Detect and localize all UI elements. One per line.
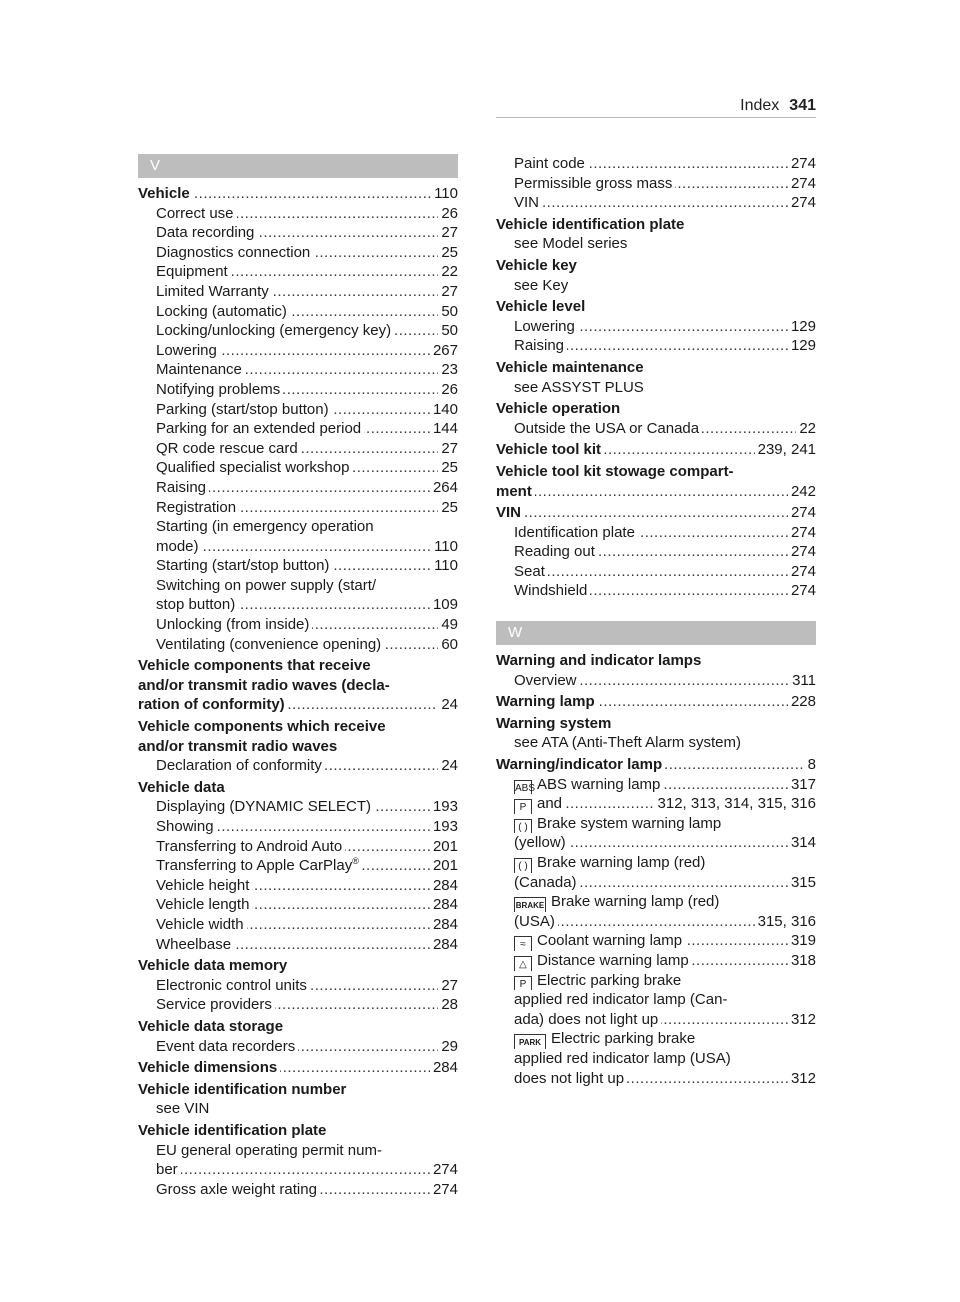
index-subentry [156, 282, 458, 302]
page-ref: 274 [788, 562, 816, 582]
index-subentry [156, 635, 458, 655]
entry-label: Vehicle identification plate [496, 215, 685, 233]
entry-label: Coolant warning lamp [537, 932, 683, 950]
page-ref: 50 [438, 302, 458, 322]
entry-label: Seat [514, 562, 545, 580]
registered-mark: ® [352, 856, 359, 867]
index-subentry [514, 990, 816, 1010]
index-entry [496, 297, 816, 317]
page-ref: 27 [438, 976, 458, 996]
page-ref: 109 [430, 595, 458, 615]
entry-label: see VIN [156, 1100, 210, 1118]
page-ref: 26 [438, 204, 458, 224]
entry-label: Warning lamp [496, 693, 595, 711]
entry-label: Brake warning lamp (red) [537, 854, 706, 871]
index-subentry [156, 837, 458, 857]
index-subentry [156, 1141, 458, 1161]
entry-label: does not light up [514, 1069, 625, 1087]
index-subentry [156, 1099, 458, 1119]
entry-label: ada) does not light up [514, 1010, 659, 1028]
page-ref: 274 [430, 1180, 458, 1200]
index-entry [496, 215, 816, 235]
entry-label: see Key [514, 276, 569, 294]
index-subentry [514, 733, 816, 753]
index-entry [496, 692, 816, 712]
index-subentry [156, 615, 458, 635]
entry-label: Starting (start/stop button) [156, 557, 330, 575]
entry-label: Notifying problems [156, 380, 281, 398]
index-subentry [514, 951, 816, 971]
page-ref: 312 [788, 1010, 816, 1030]
letter-band-v: V [138, 154, 458, 178]
index-entry [138, 676, 458, 696]
index-entry [496, 755, 816, 775]
index-entry [138, 1080, 458, 1100]
page-ref: 311 [789, 671, 816, 691]
index-subentry [514, 1069, 816, 1089]
entry-label: Vehicle dimensions [138, 1059, 278, 1077]
page-ref: 274 [788, 542, 816, 562]
entry-label: Locking/unlocking (emergency key) [156, 322, 392, 340]
entry-label: Overview [514, 671, 577, 689]
index-subentry [156, 360, 458, 380]
entry-label: ration of conformity) [138, 696, 285, 714]
entry-label: Vehicle tool kit [496, 441, 602, 459]
index-subentry [514, 853, 816, 873]
entry-label: Vehicle key [496, 256, 577, 274]
entry-label: ber [156, 1161, 178, 1179]
page-ref: 28 [438, 995, 458, 1015]
index-subentry [156, 302, 458, 322]
index-subentry [514, 154, 816, 174]
index-subentry [514, 193, 816, 213]
index-subentry [156, 223, 458, 243]
entry-label: Permissible gross mass [514, 174, 673, 192]
entry-label: EU general operating permit num- [156, 1141, 382, 1159]
page-ref: 284 [430, 1058, 458, 1078]
entry-label: Distance warning lamp [537, 951, 689, 969]
index-entry [138, 1121, 458, 1141]
page-ref: 50 [438, 321, 458, 341]
entry-label: and/or transmit radio waves [138, 737, 338, 755]
index-subentry [514, 542, 816, 562]
index-subentry [156, 439, 458, 459]
index-subentry [156, 321, 458, 341]
index-subentry [156, 915, 458, 935]
entry-label: Gross axle weight rating [156, 1180, 317, 1198]
page-ref: 193 [430, 817, 458, 837]
page-ref: 242 [788, 482, 816, 502]
index-column-right [496, 154, 816, 1088]
page-ref: 284 [430, 915, 458, 935]
entry-label: Vehicle components that receive [138, 657, 371, 675]
entry-label: Starting (in emergency operation [156, 518, 374, 536]
entry-label: Raising [514, 337, 565, 355]
entry-label: Vehicle length [156, 896, 250, 914]
index-subentry [156, 419, 458, 439]
entry-label: (Canada) [514, 873, 577, 891]
page-ref: 25 [438, 243, 458, 263]
warning-lamp-icon: ( ) [514, 819, 532, 834]
index-subentry [156, 595, 458, 615]
page-ref: 110 [431, 184, 458, 204]
index-entry [496, 482, 816, 502]
warning-lamp-icon: PARK [514, 1034, 546, 1049]
index-subentry [156, 204, 458, 224]
entry-label: Transferring to Android Auto [156, 837, 343, 855]
entry-label: Warning and indicator lamps [496, 652, 702, 670]
page-ref: 312 [788, 1069, 816, 1089]
index-subentry [514, 833, 816, 853]
entry-label: stop button) [156, 596, 236, 614]
entry-label: Registration [156, 498, 237, 516]
warning-lamp-icon: ( ) [514, 858, 532, 873]
entry-label: Parking for an extended period [156, 420, 362, 438]
page-ref: 24 [438, 695, 458, 715]
entry-label: and/or transmit radio waves (decla- [138, 676, 390, 694]
page-ref: 315 [788, 873, 816, 893]
index-subentry [514, 912, 816, 932]
page-ref: 193 [430, 797, 458, 817]
index-subentry [156, 1037, 458, 1057]
page-ref: 25 [438, 498, 458, 518]
index-subentry [156, 517, 458, 537]
entry-label: Vehicle components which receive [138, 718, 386, 736]
page-ref: 284 [430, 895, 458, 915]
warning-lamp-icon: BRAKE [514, 897, 546, 912]
index-entry [138, 1017, 458, 1037]
entry-label: Unlocking (from inside) [156, 616, 310, 634]
entry-label: Vehicle identification number [138, 1080, 347, 1098]
entry-label: Showing [156, 818, 214, 835]
index-entry [496, 503, 816, 523]
entry-label: Wheelbase [156, 935, 232, 953]
index-subentry [156, 478, 458, 498]
page-ref: 274 [788, 193, 816, 213]
page-ref: 25 [438, 458, 458, 478]
entry-label: Lowering [156, 341, 217, 359]
index-subentry [156, 895, 458, 915]
index-entry [496, 256, 816, 276]
entry-label: and [537, 795, 563, 813]
index-subentry [514, 336, 816, 356]
entry-label: Service providers [156, 996, 272, 1014]
index-subentry [156, 243, 458, 263]
index-subentry [156, 817, 458, 837]
page-header [740, 97, 816, 115]
page-ref: 274 [788, 523, 816, 543]
entry-label: ment [496, 482, 532, 500]
index-entry [496, 358, 816, 378]
page-ref: 60 [438, 635, 458, 655]
entry-label: Vehicle data storage [138, 1017, 284, 1035]
index-subentry [514, 775, 816, 795]
letter-band-w: W [496, 621, 816, 645]
entry-label: Transferring to Apple CarPlay [156, 857, 353, 875]
page-ref: 312, 313, 314, 315, 316 [655, 794, 816, 814]
index-subentry [156, 876, 458, 896]
page-ref: 284 [430, 935, 458, 955]
entry-label: Windshield [514, 582, 588, 600]
entry-label: see ASSYST PLUS [514, 378, 644, 396]
entry-label: Lowering [514, 317, 575, 335]
index-subentry [514, 174, 816, 194]
index-subentry [514, 378, 816, 398]
index-entry [496, 714, 816, 734]
page-ref: 319 [788, 931, 816, 951]
page-ref: 239, 241 [755, 440, 816, 460]
index-entry [496, 462, 816, 482]
page-ref: 274 [788, 503, 816, 523]
index-entry [138, 737, 458, 757]
entry-label: Vehicle tool kit stowage compart- [496, 462, 734, 480]
index-entry [138, 656, 458, 676]
index-subentry [156, 576, 458, 596]
page-ref: 49 [438, 615, 458, 635]
page-ref: 24 [438, 756, 458, 776]
entry-label: Identification plate [514, 523, 635, 541]
index-subentry [156, 976, 458, 996]
index-subentry [156, 400, 458, 420]
entry-label: ABS warning lamp [537, 775, 661, 793]
page-ref: 274 [788, 174, 816, 194]
entry-label: see ATA (Anti-Theft Alarm system) [514, 734, 742, 752]
page-ref: 129 [788, 336, 816, 356]
entry-label: Vehicle [138, 185, 190, 202]
entry-label: Warning system [496, 714, 612, 732]
entry-label: Vehicle data memory [138, 957, 288, 975]
entry-label: (USA) [514, 912, 555, 930]
index-subentry [156, 380, 458, 400]
index-subentry [156, 935, 458, 955]
page-ref: 129 [788, 317, 816, 337]
page-ref: 144 [430, 419, 458, 439]
index-entry [138, 695, 458, 715]
entry-label: applied red indicator lamp (Can- [514, 991, 728, 1009]
warning-lamp-icon: ABS [514, 780, 532, 795]
index-column-left [138, 154, 458, 1199]
entry-label: Displaying (DYNAMIC SELECT) [156, 798, 372, 816]
index-subentry [156, 856, 458, 876]
index-subentry [514, 562, 816, 582]
entry-label: Reading out [514, 543, 595, 561]
entry-label: Equipment [156, 263, 228, 281]
entry-label: Data recording [156, 224, 255, 242]
warning-lamp-icon: P [514, 976, 532, 991]
page-ref: 27 [438, 223, 458, 243]
page-ref: 315, 316 [755, 912, 816, 932]
entry-label: Vehicle level [496, 298, 586, 316]
index-subentry [156, 756, 458, 776]
entry-label: mode) [156, 537, 199, 555]
entry-label: Electronic control units [156, 976, 307, 994]
entry-label: applied red indicator lamp (USA) [514, 1049, 731, 1067]
index-subentry [514, 1029, 816, 1049]
page-ref: 110 [431, 537, 458, 557]
index-subentry [156, 537, 458, 557]
index-entry [138, 1058, 458, 1078]
index-subentry [514, 523, 816, 543]
index-subentry [514, 971, 816, 991]
page-ref: 201 [430, 837, 458, 857]
index-entry [496, 399, 816, 419]
index-subentry [156, 341, 458, 361]
entry-label: Electric parking brake [551, 1030, 696, 1048]
entry-label: Brake warning lamp (red) [551, 893, 720, 911]
page-ref: 110 [431, 556, 458, 576]
index-subentry [514, 671, 816, 691]
index-subentry [156, 262, 458, 282]
warning-lamp-icon: ≈ [514, 936, 532, 951]
entry-label: Limited Warranty [156, 282, 269, 300]
index-subentry [156, 797, 458, 817]
index-subentry [156, 1160, 458, 1180]
page-ref: 22 [438, 262, 458, 282]
page-ref: 267 [430, 341, 458, 361]
entry-label: VIN [496, 504, 522, 522]
page-ref: 23 [438, 360, 458, 380]
page-ref: 274 [430, 1160, 458, 1180]
warning-lamp-icon: P [514, 799, 532, 814]
page-ref: 27 [438, 282, 458, 302]
entry-label: QR code rescue card [156, 439, 298, 457]
index-subentry [156, 1180, 458, 1200]
page-ref: 264 [430, 478, 458, 498]
entry-label: Warning/indicator lamp [496, 756, 663, 774]
index-entry [496, 440, 816, 460]
entry-label: Raising [156, 478, 207, 496]
entry-label: Electric parking brake [537, 971, 682, 989]
page-ref: 274 [788, 154, 816, 174]
index-subentry [156, 458, 458, 478]
page-ref: 284 [430, 876, 458, 896]
entry-label: Event data recorders [156, 1037, 296, 1055]
index-entry [138, 717, 458, 737]
entry-label: Diagnostics connection [156, 243, 311, 261]
entry-label: (yellow) [514, 834, 566, 852]
entry-label: Vehicle identification plate [138, 1121, 327, 1139]
page-ref: 274 [788, 581, 816, 601]
entry-label: Qualified specialist workshop [156, 459, 350, 477]
index-entry [138, 184, 458, 204]
page-ref: 314 [788, 833, 816, 853]
page-ref: 317 [788, 775, 816, 795]
header-rule [496, 117, 816, 118]
index-subentry [514, 317, 816, 337]
index-subentry [514, 419, 816, 439]
entry-label: Parking (start/stop button) [156, 400, 329, 418]
index-subentry [156, 556, 458, 576]
index-subentry [514, 931, 816, 951]
index-subentry [156, 995, 458, 1015]
index-subentry [514, 1049, 816, 1069]
entry-label: Switching on power supply (start/ [156, 576, 377, 594]
entry-label: Paint code [514, 155, 585, 172]
entry-label: Locking (automatic) [156, 302, 287, 320]
index-entry [138, 778, 458, 798]
entry-label: Outside the USA or Canada [514, 419, 700, 437]
page-ref: 140 [430, 400, 458, 420]
index-subentry [514, 814, 816, 834]
section-name: Index [740, 97, 780, 114]
index-subentry [514, 581, 816, 601]
entry-label: Vehicle width [156, 915, 244, 933]
entry-label: Ventilating (convenience opening) [156, 635, 382, 653]
index-subentry [514, 794, 816, 814]
index-subentry [514, 276, 816, 296]
page-ref: 27 [438, 439, 458, 459]
warning-lamp-icon: △ [514, 956, 532, 971]
page-ref: 26 [438, 380, 458, 400]
index-subentry [514, 1010, 816, 1030]
page-ref: 228 [788, 692, 816, 712]
entry-label: Vehicle operation [496, 400, 621, 418]
page-ref: 29 [438, 1037, 458, 1057]
entry-label: Brake system warning lamp [537, 814, 722, 832]
entry-label: see Model series [514, 235, 628, 253]
page-ref: 22 [796, 419, 816, 439]
entry-label: Correct use [156, 204, 234, 222]
index-subentry [514, 234, 816, 254]
entry-label: Vehicle maintenance [496, 358, 644, 376]
index-entry [138, 956, 458, 976]
page-ref: 8 [805, 755, 816, 775]
page-number: 341 [789, 97, 816, 114]
entry-label: Maintenance [156, 361, 242, 379]
entry-label: VIN [514, 194, 540, 212]
entry-label: Vehicle data [138, 778, 225, 796]
index-entry [496, 651, 816, 671]
index-subentry [514, 892, 816, 912]
entry-label: Declaration of conformity [156, 757, 322, 775]
index-subentry [156, 498, 458, 518]
index-subentry [514, 873, 816, 893]
page-ref: 318 [788, 951, 816, 971]
page-ref: 201 [430, 856, 458, 876]
entry-label: Vehicle height [156, 876, 250, 894]
